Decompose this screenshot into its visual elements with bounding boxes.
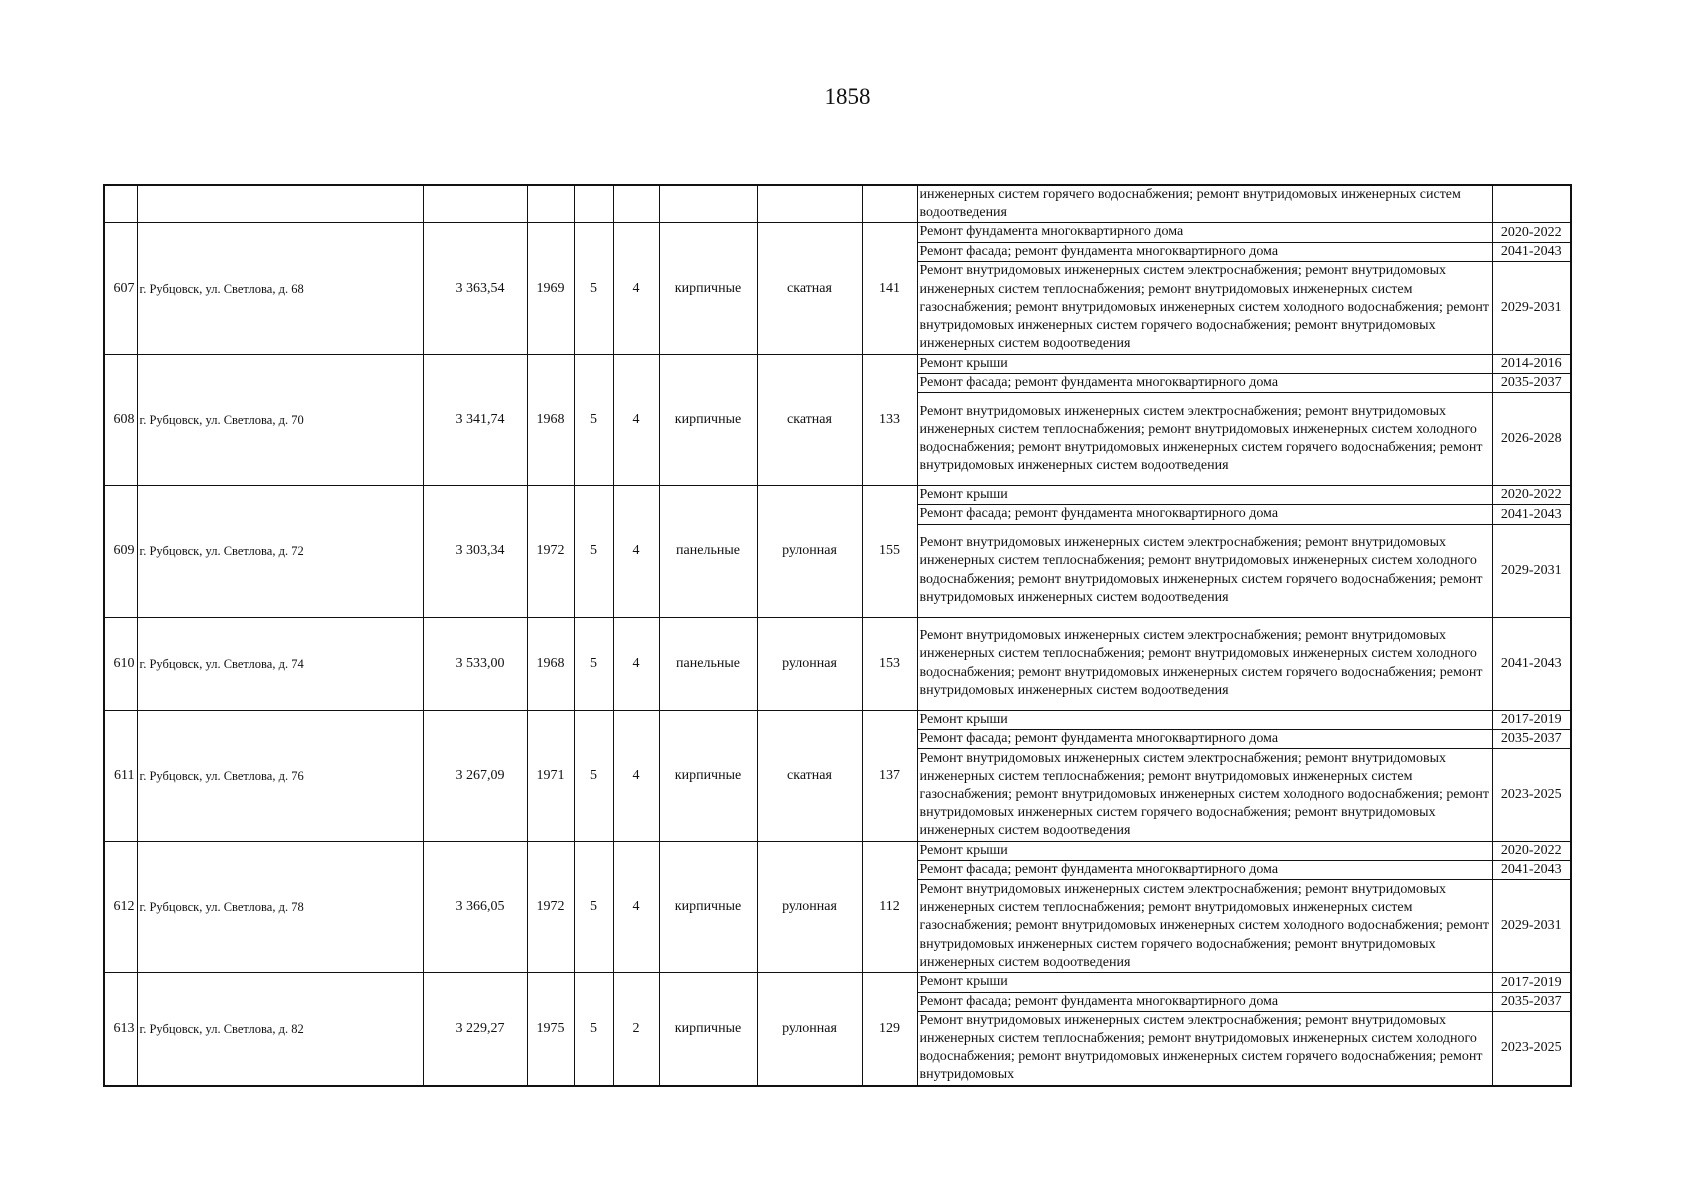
work-period: 2023-2025 (1492, 749, 1571, 842)
building-year: 1969 (527, 223, 574, 354)
building-year: 1971 (527, 710, 574, 841)
building-number: 611 (104, 710, 137, 841)
building-number: 613 (104, 973, 137, 1086)
work-description: Ремонт внутридомовых инженерных систем электроснабжения; ремонт внутридомовых инженерных систем теплоснабжения; ремонт внутридомовых инженерных систем холодного водоснабжения; ремонт внутридомовых инженерных систем горячего водоснабжения; ремонт внутридомовых инженерных систем водоотведения (917, 393, 1492, 486)
work-period: 2041-2043 (1492, 505, 1571, 524)
work-period: 2014-2016 (1492, 354, 1571, 373)
building-floors: 5 (574, 617, 613, 710)
page-number: 1858 (824, 84, 871, 109)
work-period: 2035-2037 (1492, 992, 1571, 1011)
work-description: Ремонт фундамента многоквартирного дома (917, 223, 1492, 242)
work-description: Ремонт крыши (917, 842, 1492, 861)
building-year: 1972 (527, 486, 574, 617)
work-description: Ремонт крыши (917, 710, 1492, 729)
table-row (104, 617, 1571, 710)
building-entrances: 4 (613, 617, 659, 710)
repair-schedule-table (103, 184, 1572, 1087)
building-area: 3 267,09 (423, 710, 527, 841)
building-number: 612 (104, 842, 137, 973)
building-floors: 5 (574, 486, 613, 617)
building-entrances: 4 (613, 486, 659, 617)
resident-count: 129 (862, 973, 917, 1086)
roof-type: рулонная (757, 973, 862, 1086)
building-entrances: 4 (613, 223, 659, 354)
building-address: г. Рубцовск, ул. Светлова, д. 82 (137, 973, 423, 1086)
wall-material: кирпичные (659, 973, 757, 1086)
building-year: 1968 (527, 354, 574, 485)
building-area: 3 229,27 (423, 973, 527, 1086)
work-period: 2017-2019 (1492, 710, 1571, 729)
wall-material: кирпичные (659, 354, 757, 485)
table-row (104, 842, 1571, 861)
work-period: 2029-2031 (1492, 261, 1571, 354)
building-number: 609 (104, 486, 137, 617)
roof-type: рулонная (757, 842, 862, 973)
resident-count: 112 (862, 842, 917, 973)
building-area: 3 303,34 (423, 486, 527, 617)
work-period: 2017-2019 (1492, 973, 1571, 992)
building-address: г. Рубцовск, ул. Светлова, д. 74 (137, 617, 423, 710)
building-entrances: 4 (613, 354, 659, 485)
table-row (104, 354, 1571, 373)
work-period: 2041-2043 (1492, 242, 1571, 261)
building-entrances: 4 (613, 842, 659, 973)
wall-material: панельные (659, 617, 757, 710)
work-description: Ремонт фасада; ремонт фундамента многоквартирного дома (917, 861, 1492, 880)
building-entrances: 2 (613, 973, 659, 1086)
work-description: Ремонт фасада; ремонт фундамента многоквартирного дома (917, 992, 1492, 1011)
work-period: 2023-2025 (1492, 1011, 1571, 1085)
building-year: 1975 (527, 973, 574, 1086)
building-area: 3 363,54 (423, 223, 527, 354)
work-period: 2035-2037 (1492, 374, 1571, 393)
building-address: г. Рубцовск, ул. Светлова, д. 76 (137, 710, 423, 841)
building-floors: 5 (574, 354, 613, 485)
resident-count: 155 (862, 486, 917, 617)
wall-material: кирпичные (659, 842, 757, 973)
work-description: Ремонт внутридомовых инженерных систем электроснабжения; ремонт внутридомовых инженерных систем теплоснабжения; ремонт внутридомовых инженерных систем холодного водоснабжения; ремонт внутридомовых инженерных систем горячего водоснабжения; ремонт внутридомовых инженерных систем водоотведения (917, 524, 1492, 617)
building-number: 608 (104, 354, 137, 485)
building-year: 1968 (527, 617, 574, 710)
work-description: Ремонт внутридомовых инженерных систем электроснабжения; ремонт внутридомовых инженерных систем теплоснабжения; ремонт внутридомовых инженерных систем холодного водоснабжения; ремонт внутридомовых инженерных систем горячего водоснабжения; ремонт внутридомовых инженерных систем водоотведения (917, 617, 1492, 710)
work-description: Ремонт фасада; ремонт фундамента многоквартирного дома (917, 729, 1492, 748)
building-year: 1972 (527, 842, 574, 973)
work-period: 2035-2037 (1492, 729, 1571, 748)
wall-material: кирпичные (659, 223, 757, 354)
roof-type: скатная (757, 710, 862, 841)
work-period: 2029-2031 (1492, 524, 1571, 617)
building-address: г. Рубцовск, ул. Светлова, д. 72 (137, 486, 423, 617)
roof-type: рулонная (757, 617, 862, 710)
building-floors: 5 (574, 842, 613, 973)
work-description: Ремонт внутридомовых инженерных систем электроснабжения; ремонт внутридомовых инженерных систем теплоснабжения; ремонт внутридомовых инженерных систем холодного водоснабжения; ремонт внутридомовых инженерных систем горячего водоснабжения; ремонт внутридомовых (917, 1011, 1492, 1085)
work-period: 2026-2028 (1492, 393, 1571, 486)
work-period: 2020-2022 (1492, 842, 1571, 861)
table-row (104, 710, 1571, 729)
roof-type: скатная (757, 223, 862, 354)
building-address: г. Рубцовск, ул. Светлова, д. 70 (137, 354, 423, 485)
resident-count: 133 (862, 354, 917, 485)
building-number: 610 (104, 617, 137, 710)
resident-count: 141 (862, 223, 917, 354)
work-description: Ремонт внутридомовых инженерных систем электроснабжения; ремонт внутридомовых инженерных систем теплоснабжения; ремонт внутридомовых инженерных систем газоснабжения; ремонт внутридомовых инженерных систем холодного водоснабжения; ремонт внутридомовых инженерных систем горячего водоснабжения; ремонт внутридомовых инженерных систем водоотведения (917, 880, 1492, 973)
building-floors: 5 (574, 223, 613, 354)
table-row (104, 223, 1571, 242)
work-description: Ремонт внутридомовых инженерных систем электроснабжения; ремонт внутридомовых инженерных систем теплоснабжения; ремонт внутридомовых инженерных систем газоснабжения; ремонт внутридомовых инженерных систем холодного водоснабжения; ремонт внутридомовых инженерных систем горячего водоснабжения; ремонт внутридомовых инженерных систем водоотведения (917, 749, 1492, 842)
work-description: Ремонт фасада; ремонт фундамента многоквартирного дома (917, 242, 1492, 261)
building-floors: 5 (574, 973, 613, 1086)
wall-material: панельные (659, 486, 757, 617)
table-row (104, 486, 1571, 505)
wall-material: кирпичные (659, 710, 757, 841)
work-period: 2041-2043 (1492, 617, 1571, 710)
work-description: инженерных систем горячего водоснабжения; ремонт внутридомовых инженерных систем водоотведения (917, 185, 1492, 223)
continuation-row (104, 185, 1571, 223)
building-entrances: 4 (613, 710, 659, 841)
table-row (104, 973, 1571, 992)
building-address: г. Рубцовск, ул. Светлова, д. 78 (137, 842, 423, 973)
work-description: Ремонт фасада; ремонт фундамента многоквартирного дома (917, 505, 1492, 524)
resident-count: 137 (862, 710, 917, 841)
work-description: Ремонт фасада; ремонт фундамента многоквартирного дома (917, 374, 1492, 393)
work-period: 2041-2043 (1492, 861, 1571, 880)
roof-type: скатная (757, 354, 862, 485)
resident-count: 153 (862, 617, 917, 710)
work-description: Ремонт крыши (917, 354, 1492, 373)
roof-type: рулонная (757, 486, 862, 617)
building-floors: 5 (574, 710, 613, 841)
work-description: Ремонт крыши (917, 973, 1492, 992)
building-number: 607 (104, 223, 137, 354)
work-period: 2020-2022 (1492, 486, 1571, 505)
building-area: 3 533,00 (423, 617, 527, 710)
building-address: г. Рубцовск, ул. Светлова, д. 68 (137, 223, 423, 354)
work-description: Ремонт внутридомовых инженерных систем электроснабжения; ремонт внутридомовых инженерных систем теплоснабжения; ремонт внутридомовых инженерных систем газоснабжения; ремонт внутридомовых инженерных систем холодного водоснабжения; ремонт внутридомовых инженерных систем горячего водоснабжения; ремонт внутридомовых инженерных систем водоотведения (917, 261, 1492, 354)
building-area: 3 366,05 (423, 842, 527, 973)
work-period (1492, 185, 1571, 223)
work-description: Ремонт крыши (917, 486, 1492, 505)
work-period: 2020-2022 (1492, 223, 1571, 242)
building-area: 3 341,74 (423, 354, 527, 485)
work-period: 2029-2031 (1492, 880, 1571, 973)
